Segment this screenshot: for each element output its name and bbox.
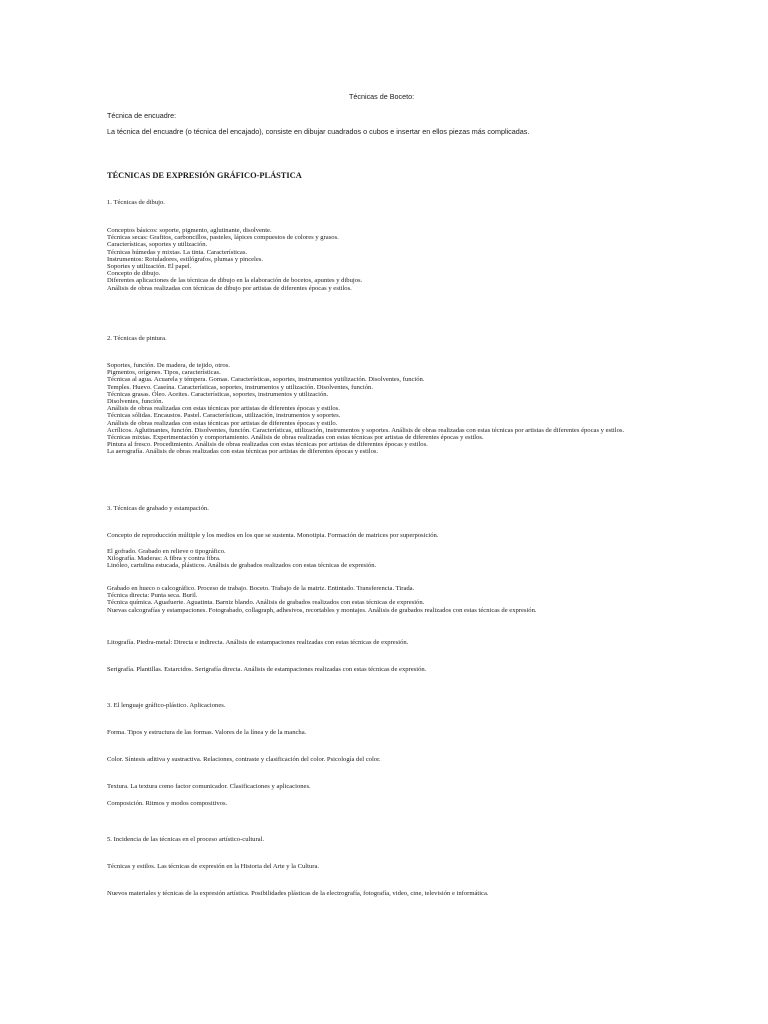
section-1-title: 1. Técnicas de dibujo. (107, 199, 165, 206)
list-item: Técnicas húmedas y mixtas. La tinta. Características. (107, 248, 248, 256)
list-item: Características, soportes y utilización. (107, 241, 208, 249)
intro-paragraph: La técnica del encuadre (o técnica del encajado), consiste en dibujar cuadrados o cubos e insertar en ellos piezas más complicadas. (107, 127, 530, 136)
list-item: La aerografía. Análisis de obras realizadas con estas técnicas por artistas de diferentes épocas y estilos. (107, 448, 379, 456)
list-item: Diferentes aplicaciones de las técnicas de dibujo en la elaboración de bocetos, apuntes y dibujos. (107, 277, 363, 285)
section-3-serigrafia: Serigrafía. Plantillas. Estarcidos. Serigrafía directa. Análisis de estampaciones realizadas con estas técnicas de expresión. (107, 666, 427, 673)
list-item: Pintura al fresco. Procedimiento. Análisis de obras realizadas con estas técnicas por artistas de diferentes épocas y estilos. (107, 441, 428, 449)
list-item: Análisis de obras realizadas con técnicas de dibujo por artistas de diferentes épocas y estilos. (107, 284, 352, 292)
list-item: Técnicas sólidas. Encaustos. Pastel. Características, utilización, instrumentos y soportes. (107, 412, 341, 420)
section-3-concept: Concepto de reproducción múltiple y los medios en los que se sustenta. Monotipia. Formación de matrices por superposición. (107, 532, 439, 539)
section-3-title: 3. Técnicas de grabado y estampación. (107, 505, 209, 512)
section-4-forma: Forma. Tipos y estructura de las formas. Valores de la línea y de la mancha. (107, 729, 307, 736)
list-item: Técnicas grasas. Óleo. Aceites. Características, soportes, instrumentos y utilización. (107, 390, 329, 398)
list-item: El gofrado. Grabado en relieve o tipográfico. (107, 548, 226, 555)
section-4-title: 3. El lenguaje gráfico-plástico. Aplicaciones. (107, 702, 226, 709)
list-item: Pigmentos, orígenes. Tipos, características. (107, 369, 221, 377)
section-3-relief-list (107, 548, 376, 570)
list-item: Técnicas secas: Grafitos, carboncillos, pasteles, lápices compuestos de colores y grasos. (107, 234, 339, 242)
section-5-nuevos: Nuevos materiales y técnicas de la expresión artística. Posibilidades plásticas de la electrografía, fotografía, video, cine, televisión e informática. (107, 890, 489, 897)
section-2-title: 2. Técnicas de pintura. (107, 335, 167, 342)
section-4-textura: Textura. La textura como factor comunicador. Clasificaciones y aplicaciones. (107, 783, 311, 790)
list-item: Temples. Huevo. Caseína. Características, soportes, instrumentos y utilización. Disolventes, función. (107, 383, 373, 391)
list-item: Concepto de dibujo. (107, 270, 161, 278)
section-4-color: Color. Síntesis aditiva y sustractiva. Relaciones, contraste y clasificación del color. Psicología del color. (107, 756, 381, 763)
list-item: Soportes y utilización. El papel. (107, 263, 192, 271)
list-item: Técnica directa: Punta seca. Buril. (107, 592, 198, 600)
list-item: Técnicas mixtas. Experimentación y comportamiento. Análisis de obras realizadas con estas técnicas por artistas de diferentes épocas y estilos. (107, 434, 484, 442)
list-item: Acrílicos. Aglutinantes, función. Disolventes, función. Características, utilización, instrumentos y soportes. Análisis de obras realizadas con estas técnicas por artistas de diferentes épocas y estilos. (107, 426, 625, 434)
list-item: Análisis de obras realizadas con estas técnicas por artistas de diferentes épocas y estilos. (107, 405, 340, 413)
section-2-list (107, 362, 624, 456)
list-item: Linóleo, cartulina estucada, plásticos. Análisis de grabados realizados con estas técnicas de expresión. (107, 562, 377, 570)
list-item: Técnica química. Aguafuerte. Aguatinta. Barniz blando. Análisis de grabados realizados con estas técnicas de expresión. (107, 599, 425, 607)
section-3-litografia: Litografía. Piedra-metal: Directa e indirecta. Análisis de estampaciones realizadas con estas técnicas de expresión. (107, 639, 409, 646)
list-item: Análisis de obras realizadas con estas técnicas por artistas de diferentes épocas y estilo. (107, 419, 338, 427)
list-item: Disolventes, función. (107, 398, 164, 406)
section-subtitle: Técnica de encuadre: (107, 111, 177, 120)
list-item: Xilografía. Maderas: A fibra y contra fibra. (107, 555, 221, 563)
document-title: Técnicas de Boceto: (349, 92, 415, 101)
section-4-composicion: Composición. Ritmos y modos compositivos. (107, 800, 228, 807)
section-5-title: 5. Incidencia de las técnicas en el proceso artístico-cultural. (107, 836, 265, 843)
main-heading: TÉCNICAS DE EXPRESIÓN GRÁFICO-PLÁSTICA (107, 171, 302, 180)
list-item: Técnicas al agua. Acuarela y témpera. Gomas. Características, soportes, instrumentos yutilización. Disolventes, función. (107, 376, 425, 384)
list-item: Instrumentos: Rotuladores, estilógrafos, plumas y pinceles. (107, 255, 264, 263)
list-item: Grabado en hueco o calcográfico. Proceso de trabajo. Boceto. Trabajo de la matriz. Entintado. Transferencia. Tirada. (107, 585, 415, 592)
list-item: Nuevas calcografías y estampaciones. Fotograbado, collagraph, adhesivos, recortables y montajes. Análisis de grabados realizados con estas técnicas de expresión. (107, 606, 537, 614)
list-item: Conceptos básicos: soporte, pigmento, aglutinante, disolvente. (107, 227, 272, 234)
section-1-list (107, 227, 362, 292)
list-item: Soportes, función. De madera, de tejido, otros. (107, 362, 230, 369)
section-3-hueco-list (107, 585, 537, 614)
section-5-estilos: Técnicas y estilos. Las técnicas de expresión en la Historia del Arte y la Cultura. (107, 863, 320, 870)
